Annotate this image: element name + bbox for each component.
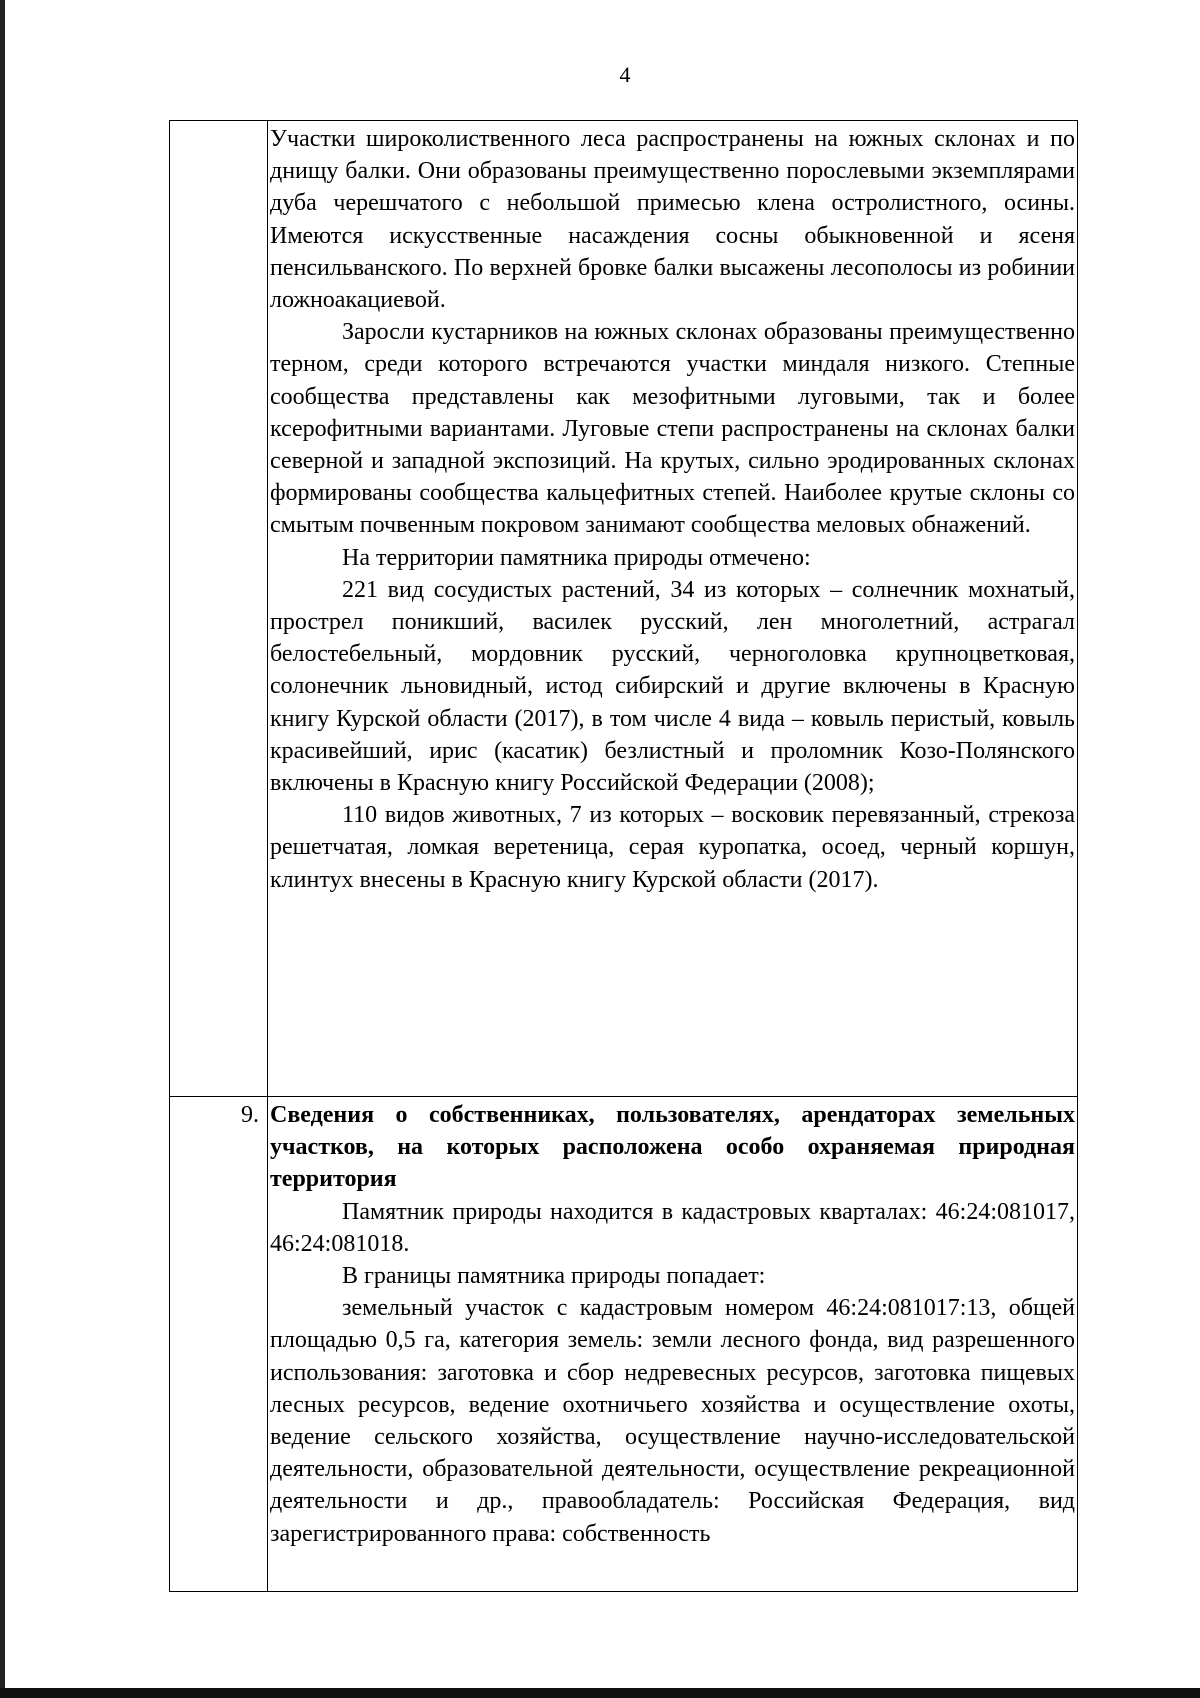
scan-left-edge bbox=[0, 0, 5, 1698]
page-number: 4 bbox=[619, 62, 631, 87]
row-content-cell bbox=[268, 121, 1078, 1097]
row-number-cell bbox=[170, 1097, 268, 1592]
paragraph-land-plot: земельный участок с кадастровым номером 46:24:081017:13, общей площадью 0,5 га, категория земель: земли лесного фонда, вид разрешенного использования: заготовка и сбор недревесных ресурсов, заготовка пищевых лесных ресурсов, ведение охотничьего хозяйства и осуществление охоты, ведение сельского хозяйства, осуществление научно-исследовательской деятельности, образовательной деятельности, осуществление рекреационной деятельности и др., правообладатель: Российская Федерация, вид зарегистрированного права: собственность bbox=[270, 1295, 1075, 1547]
paragraph-cadastral-quarters: Памятник природы находится в кадастровых кварталах: 46:24:081017, 46:24:081018. bbox=[270, 1198, 1075, 1257]
paragraph-plants: 221 вид сосудистых растений, 34 из которых – солнечник мохнатый, прострел поникший, василек русский, лен многолетний, астрагал белостебельный, мордовник русский, черноголовка крупноцветковая, солонечник льновидный, истод сибирский и другие включены в Красную книгу Курской области (2017), в том числе 4 вида – ковыль перистый, ковыль красивейший, ирис (касатик) безлистный и проломник Козо-Полянского включены в Красную книгу Российской Федерации (2008); bbox=[270, 576, 1075, 797]
paragraph-boundaries: В границы памятника природы попадает: bbox=[342, 1263, 766, 1290]
paragraph-forest: Участки широколиственного леса распространены на южных склонах и по днищу балки. Они образованы преимущественно порослевыми экземплярами дуба черешчатого с небольшой примесью клена остролистного, осины. Имеются искусственные насаждения сосны обыкновенной и ясеня пенсильванского. По верхней бровке балки высажены лесополосы из робинии ложноакациевой. bbox=[270, 126, 1075, 314]
row-content-cell bbox=[268, 1097, 1078, 1592]
table-row bbox=[170, 121, 1078, 1097]
section-heading: Сведения о собственниках, пользователях, арендаторах земельных участков, на которых расположена особо охраняемая природная территория bbox=[270, 1102, 1075, 1193]
scan-bottom-edge bbox=[0, 1688, 1200, 1698]
row-number: 9. bbox=[241, 1102, 259, 1128]
paragraph-noted: На территории памятника природы отмечено: bbox=[342, 544, 811, 571]
paragraph-shrubs: Заросли кустарников на южных склонах образованы преимущественно терном, среди которого встречаются участки миндаля низкого. Степные сообщества представлены как мезофитными луговыми, так и более ксерофитными вариантами. Луговые степи распространены на склонах балки северной и западной экспозиций. На крутых, сильно эродированных склонах формированы сообщества кальцефитных степей. Наиболее крутые склоны со смытым почвенным покровом занимают сообщества меловых обнажений. bbox=[270, 319, 1075, 539]
document-table bbox=[169, 120, 1078, 1592]
table-row bbox=[170, 1097, 1078, 1592]
row-number bbox=[259, 142, 267, 144]
row-number-cell bbox=[170, 121, 268, 1097]
paragraph-animals: 110 видов животных, 7 из которых – восковик перевязанный, стрекоза решетчатая, ломкая веретеница, серая куропатка, осоед, черный коршун, клинтух внесены в Красную книгу Курской области (2017). bbox=[270, 802, 1075, 893]
